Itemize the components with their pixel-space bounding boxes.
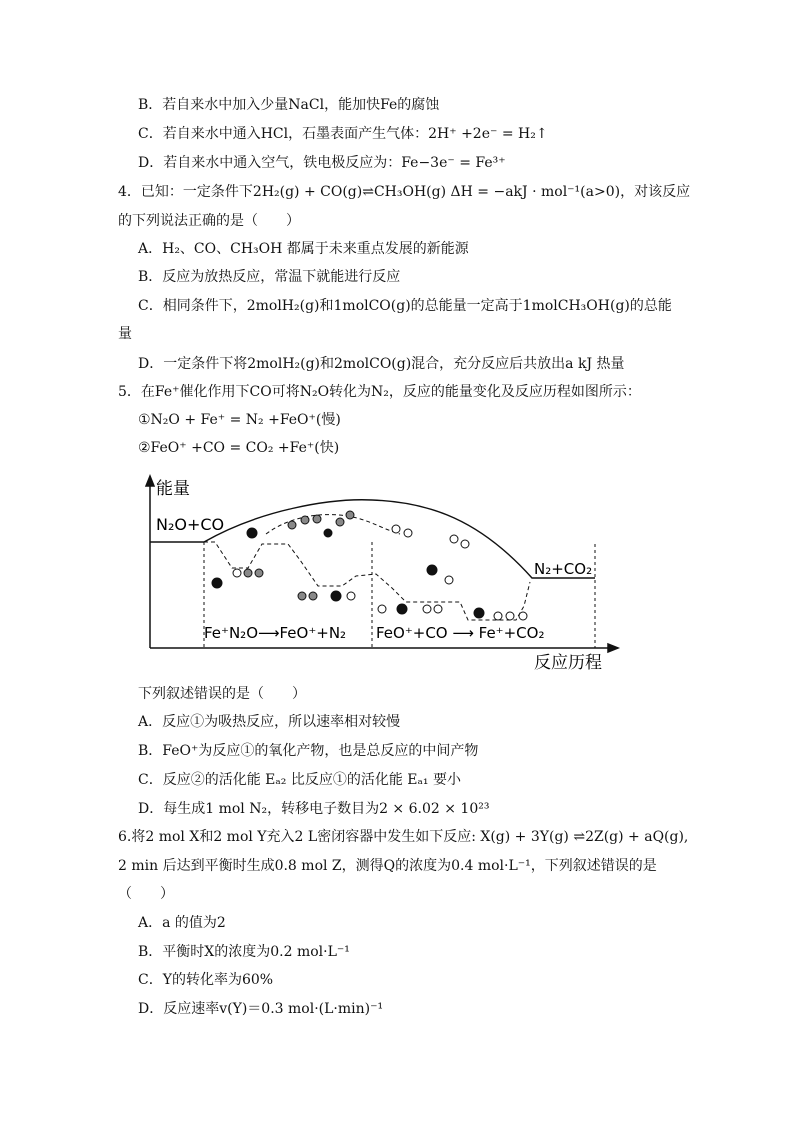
q5-option-d: D．每生成1 mol N₂，转移电子数目为2 × 6.02 × 10²³ [138, 801, 490, 817]
q5-option-a: A．反应①为吸热反应，所以速率相对较慢 [138, 714, 401, 730]
product-energy-label: N₂+CO₂ [534, 560, 593, 578]
q6-option-a: A．a 的值为2 [138, 915, 226, 931]
stage1-label: Fe⁺N₂O⟶FeO⁺+N₂ [204, 624, 347, 642]
q5-prompt: 下列叙述错误的是（ ） [138, 686, 306, 702]
q6-option-c: C．Y的转化率为60% [138, 972, 274, 988]
q4-option-a: A．H₂、CO、CH₃OH 都属于未来重点发展的新能源 [138, 241, 469, 257]
y-axis-label: 能量 [156, 479, 190, 499]
q5-option-c: C．反应②的活化能 Eₐ₂ 比反应①的活化能 Eₐ₁ 要小 [138, 772, 461, 788]
q4-option-b: B．反应为放热反应，常温下就能进行反应 [138, 269, 401, 285]
q6-option-d: D．反应速率v(Y)＝0.3 mol·(L·min)⁻¹ [138, 1001, 384, 1017]
q4-option-c-line1: C．相同条件下，2molH₂(g)和1molCO(g)的总能量一定高于1molCH₃OH(g)的总能 [138, 298, 672, 314]
x-axis-label: 反应历程 [534, 653, 602, 673]
energy-profile-diagram [140, 470, 630, 678]
q4-option-c-line2: 量 [118, 326, 132, 342]
q6-stem-line2: 2 min 后达到平衡时生成0.8 mol Z，测得Q的浓度为0.4 mol·L⁻¹，下列叙述错误的是 [118, 858, 657, 874]
q3-option-d: D．若自来水中通入空气，铁电极反应为：Fe−3e⁻ = Fe³⁺ [138, 155, 506, 171]
reactant-energy-label: N₂O+CO [156, 515, 225, 534]
q3-option-b: B．若自来水中加入少量NaCl，能加快Fe的腐蚀 [138, 97, 440, 113]
q4-option-d: D．一定条件下将2molH₂(g)和2molCO(g)混合，充分反应后共放出a kJ 热量 [138, 356, 625, 372]
q4-stem-line2: 的下列说法正确的是（ ） [118, 213, 300, 229]
reaction-path-dashed-upper [266, 515, 400, 534]
q6-stem-line1: 6.将2 mol X和2 mol Y充入2 L密闭容器中发生如下反应: X(g) + 3Y(g) ⇌2Z(g) + aQ(g), [118, 829, 689, 845]
q3-option-c: C．若自来水中通入HCl，石墨表面产生气体：2H⁺ +2e⁻ = H₂↑ [138, 126, 548, 142]
q6-stem-line3: （ ） [118, 886, 174, 902]
q5-option-b: B．FeO⁺为反应①的氧化产物，也是总反应的中间产物 [138, 743, 479, 759]
q5-step1: ①N₂O + Fe⁺ = N₂ +FeO⁺(慢) [138, 412, 341, 428]
stage2-label: FeO⁺+CO ⟶ Fe⁺+CO₂ [376, 624, 545, 642]
q5-step2: ②FeO⁺ +CO = CO₂ +Fe⁺(快) [138, 440, 340, 456]
molecule-sketches [212, 511, 527, 620]
q5-stem: 5．在Fe⁺催化作用下CO可将N₂O转化为N₂，反应的能量变化及反应历程如图所示： [118, 384, 641, 400]
q4-stem-line1: 4．已知：一定条件下2H₂(g) + CO(g)⇌CH₃OH(g) ΔH = −akJ · mol⁻¹(a>0)，对该反应 [118, 184, 691, 200]
q6-option-b: B．平衡时X的浓度为0.2 mol·L⁻¹ [138, 944, 350, 960]
